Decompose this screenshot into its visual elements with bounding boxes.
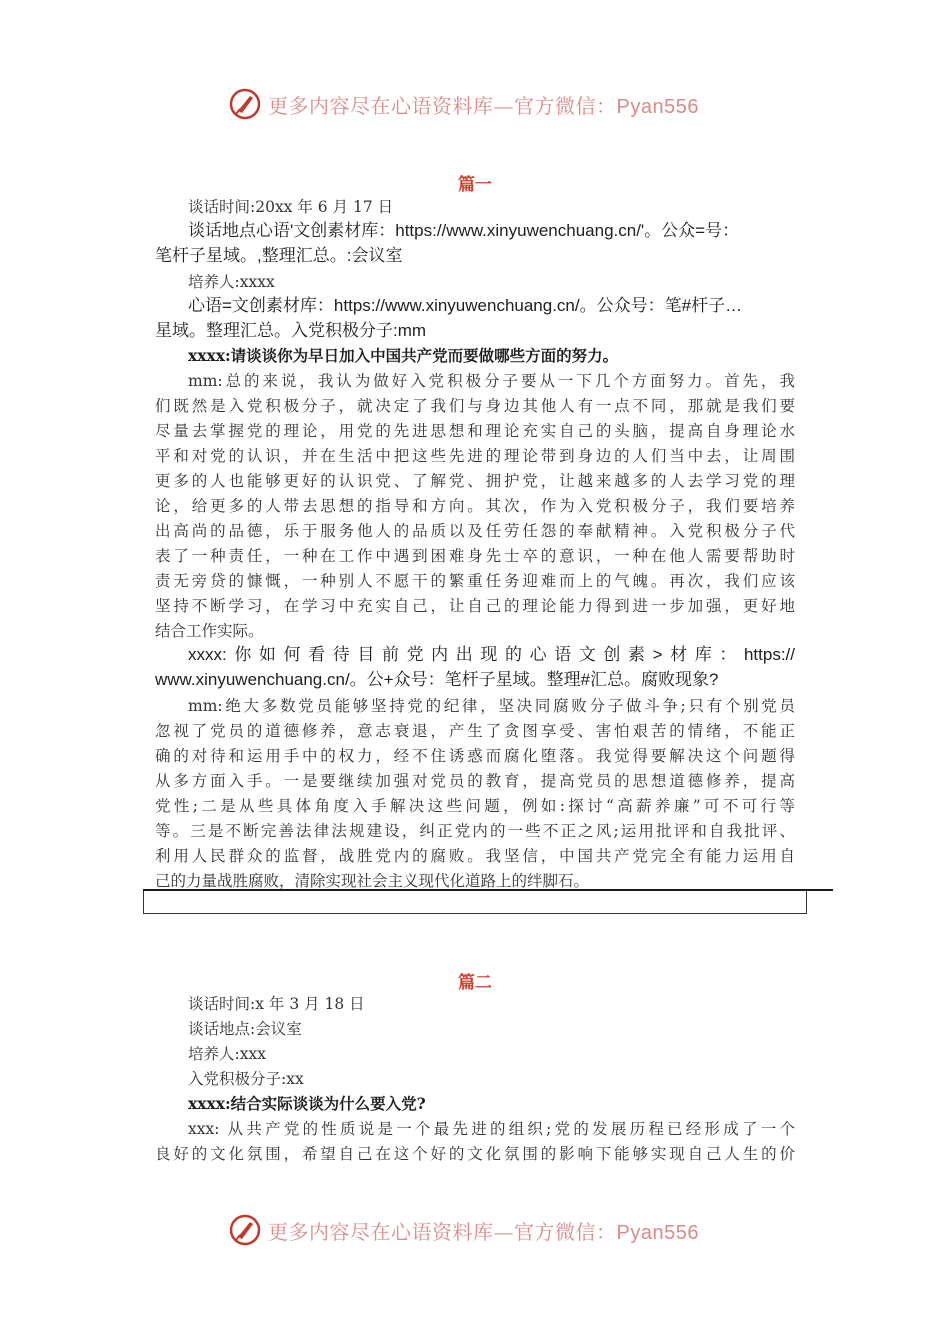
talk-place-line-1: 谈话地点心语'文创素材库：https://www.xinyuwenchuang.cn/'。公众=号： — [188, 221, 740, 240]
answer-2-line: 等。三是不断完善法律法规建设，纠正党内的一些不正之风;运用批评和自我批评、 — [155, 822, 795, 840]
question-3: xxxx:结合实际谈谈为什么要入党? — [188, 1094, 426, 1113]
banner-text — [268, 90, 699, 119]
answer-2-line: 党性;二是从些具体角度入手解决这些问题，例如:探讨“高薪养廉”可不可行等 — [155, 797, 795, 815]
trainer-2: 培养人:xxx — [188, 1045, 266, 1063]
answer-1-line: 责无旁贷的慷慨，一种别人不愿干的繁重任务迎难而上的气魄。再次，我们应该 — [155, 572, 795, 590]
answer-2-line: 己的力量战胜腐败，清除实现社会主义现代化道路上的绊脚石。 — [155, 872, 590, 890]
quill-pen-icon — [228, 87, 262, 121]
trainer: 培养人:xxxx — [188, 273, 275, 291]
question-2-line-1: xxxx:你如何看待目前党内出现的心语文创素>材库：https:// — [188, 645, 795, 664]
banner-wechat-label: 官方微信： — [514, 93, 617, 118]
header-banner — [228, 84, 748, 124]
answer-1-line: 论，给更多的人带去思想的指导和方向。其次，作为入党积极分子，我们要培养 — [155, 497, 795, 515]
footer-banner — [228, 1210, 748, 1250]
answer-2-line: 从多方面入手。一是要继续加强对党员的教育，提高党员的思想道德修养，提高 — [155, 772, 795, 790]
section-title-2: 篇二 — [458, 973, 492, 993]
banner-wechat-id: Pyan556 — [616, 1221, 699, 1244]
answer-1-line: 表了一种责任，一种在工作中遇到困难身先士卒的意识，一种在他人需要帮助时 — [155, 547, 795, 565]
quill-pen-icon — [228, 1213, 262, 1247]
answer-2-line: 确的对待和运用手中的权力，经不住诱惑而腐化堕落。我觉得要解决这个问题得 — [155, 747, 795, 765]
answer-2-line: 利用人民群众的监督，战胜党内的腐败。我坚信，中国共产党完全有能力运用自 — [155, 847, 795, 865]
banner-main: 更多内容尽在心语资料库 — [268, 93, 494, 118]
activist-2: 入党积极分子:xx — [188, 1070, 304, 1088]
answer-1-line: 平和对党的认识，并在生活中把这些先进的理论带到身边的人们当中去，让周围 — [155, 447, 795, 465]
answer-3-line: xxx: 从共产党的性质说是一个最先进的组织;党的发展历程已经形成了一个 — [188, 1120, 795, 1138]
talk-time: 谈话时间:20xx 年 6 月 17 日 — [188, 198, 394, 216]
question-2-line-2: www.xinyuwenchuang.cn/。公+众号：笔杆子星域。整理#汇总。腐败现象? — [155, 670, 719, 689]
banner-main: 更多内容尽在心语资料库 — [268, 1219, 494, 1244]
answer-3-line: 良好的文化氛围，希望自己在这个好的文化氛围的影响下能够实现自己人生的价 — [155, 1145, 795, 1163]
banner-text — [268, 1216, 699, 1245]
banner-dash: — — [493, 1219, 514, 1244]
answer-2-line: 忽视了党员的道德修养，意志衰退，产生了贪图享受、害怕艰苦的情绪，不能正 — [155, 722, 795, 740]
empty-box — [143, 891, 807, 914]
talk-place-line-2: 笔杆子星域。,整理汇总。:会议室 — [155, 246, 403, 265]
talk-place-2: 谈话地点:会议室 — [188, 1020, 302, 1038]
answer-1-line: 结合工作实际。 — [155, 622, 264, 640]
answer-1-line: 出高尚的品德，乐于服务他人的品质以及任劳任怨的奉献精神。入党积极分子代 — [155, 522, 795, 540]
section-title-1: 篇一 — [458, 175, 492, 195]
answer-1-line: 尽量去掌握党的理论，用党的先进思想和理论充实自己的头脑，提高自身理论水 — [155, 422, 795, 440]
banner-wechat-id: Pyan556 — [616, 95, 699, 118]
talk-time-2: 谈话时间:x 年 3 月 18 日 — [188, 995, 365, 1013]
banner-wechat-label: 官方微信： — [514, 1219, 617, 1244]
answer-1-line: 坚持不断学习，在学习中充实自己，让自己的理论能力得到进一步加强，更好地 — [155, 597, 795, 615]
banner-dash: — — [493, 93, 514, 118]
activist-line-1: 心语=文创素材库：https://www.xinyuwenchuang.cn/。公众号：笔#杆子… — [188, 296, 743, 315]
answer-1-line: mm:总的来说，我认为做好入党积极分子要从一下几个方面努力。首先，我 — [188, 372, 795, 390]
answer-1-line: 更多的人也能够更好的认识党、了解党、拥护党，让越来越多的人去学习党的理 — [155, 472, 795, 490]
answer-1-line: 们既然是入党积极分子，就决定了我们与身边其他人有一点不同，那就是我们要 — [155, 397, 795, 415]
answer-2-line: mm:绝大多数党员能够坚持党的纪律，坚决同腐败分子做斗争;只有个别党员 — [188, 697, 795, 715]
activist-line-2: 星域。整理汇总。入党积极分子:mm — [155, 321, 427, 340]
question-1: xxxx:请谈谈你为早日加入中国共产党而要做哪些方面的努力。 — [188, 346, 619, 365]
